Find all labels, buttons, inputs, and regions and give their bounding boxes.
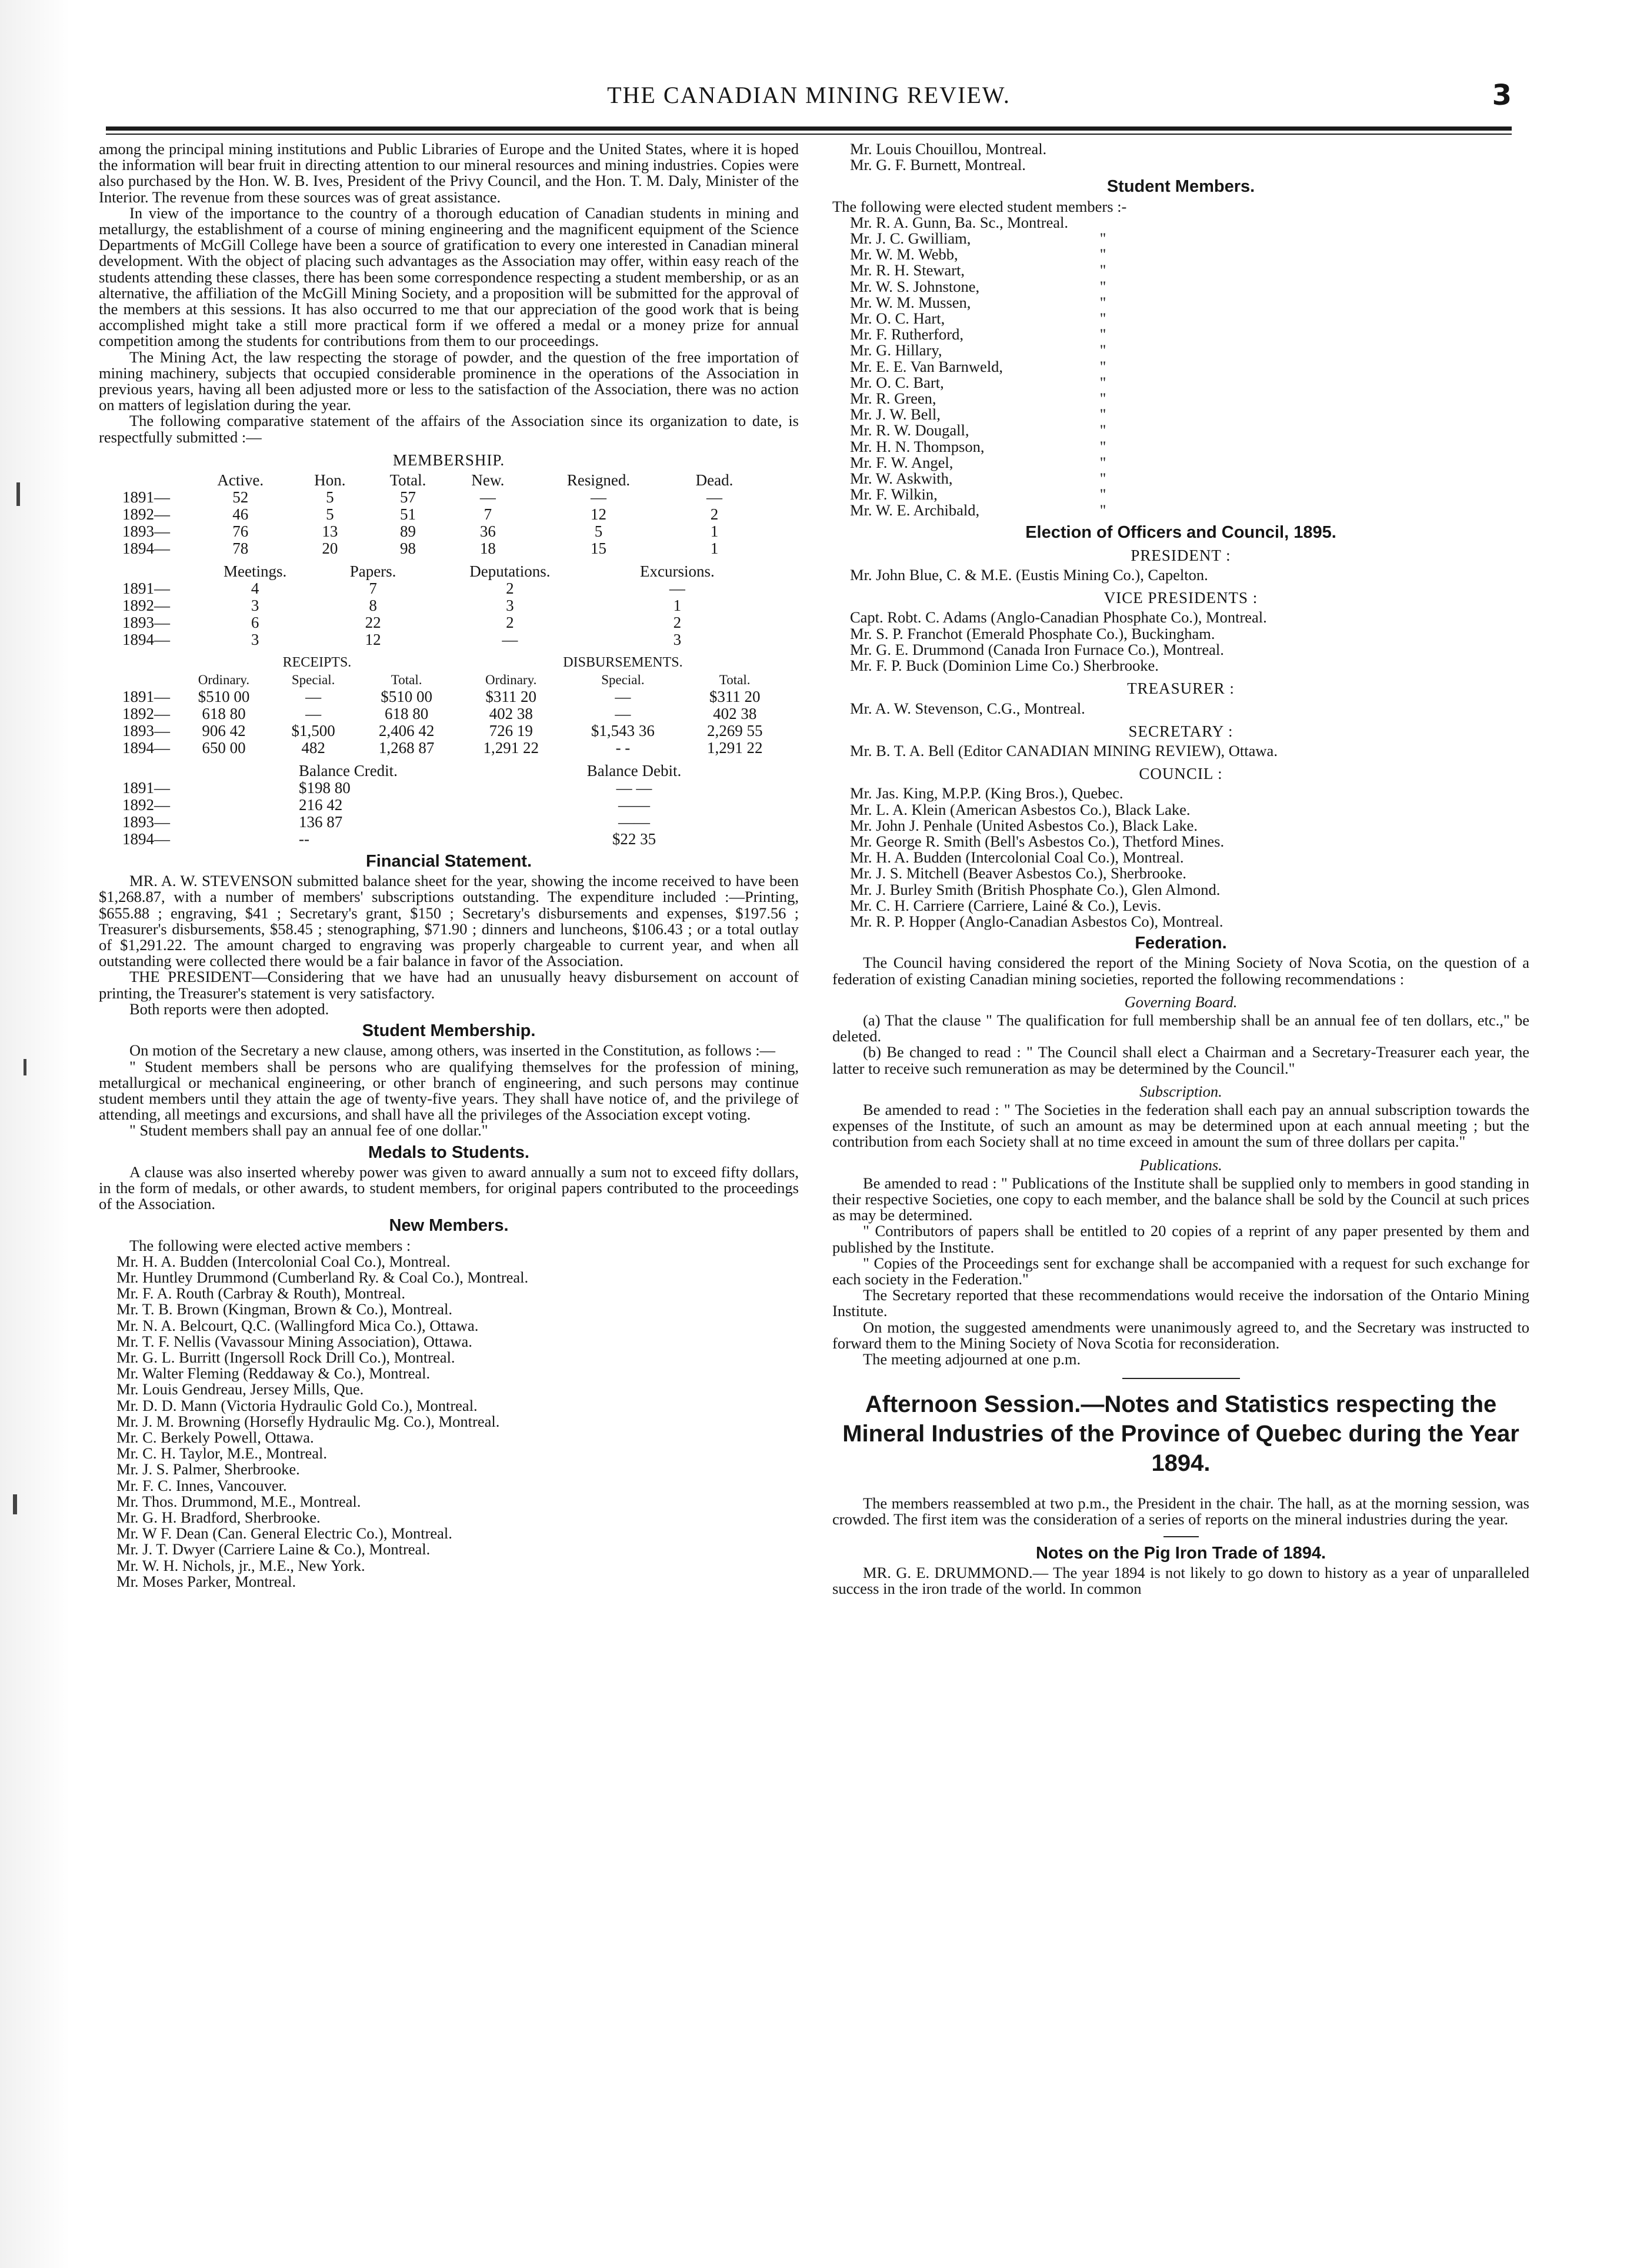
ditto-mark: " [1099, 277, 1106, 295]
table-cell: 3 [673, 631, 682, 649]
list-item: Mr. Louis Chouillou, Montreal. [850, 140, 1047, 158]
list-item: Mr. R. A. Gunn, Ba. Sc., Montreal. [850, 213, 1068, 231]
table-cell: 3 [251, 631, 259, 649]
list-item: Mr. B. T. A. Bell (Editor CANADIAN MINING REVIEW), Ottawa. [850, 741, 1278, 760]
table-row [122, 631, 758, 648]
table-cell: — [305, 705, 322, 723]
list-item: Mr. L. A. Klein (American Asbestos Co.), Black Lake. [850, 800, 1191, 818]
table-cell: - - [615, 739, 631, 757]
office-label: SECRETARY : [1128, 722, 1233, 740]
table-header: Meetings. [223, 562, 287, 581]
table-cell: 4 [251, 580, 259, 598]
list-item: Mr. R. P. Hopper (Anglo-Canadian Asbestos Co), Montreal. [850, 912, 1223, 930]
table-cell: $311 20 [709, 688, 761, 706]
list-item: Mr. J. Burley Smith (British Phosphate Co.), Glen Almond. [850, 880, 1221, 898]
list-item: Mr. George R. Smith (Bell's Asbestos Co.), Thetford Mines. [850, 832, 1225, 850]
scan-speck [13, 1494, 17, 1514]
table-cell: 136 87 [299, 813, 343, 831]
table-cell: 402 38 [713, 705, 757, 723]
table-cell: -- [299, 830, 309, 848]
table-row [122, 580, 758, 597]
table-header: Total. [719, 672, 751, 688]
ditto-mark: " [1099, 437, 1106, 455]
table-cell: 1891— [122, 488, 170, 507]
table-cell: 5 [594, 522, 603, 541]
table-header-row [122, 472, 758, 489]
subsection-heading: Subscription. [1139, 1082, 1222, 1100]
table-cell: 15 [590, 539, 606, 558]
table-cell: $510 00 [198, 688, 250, 706]
list-item [850, 262, 1529, 278]
list-item [850, 342, 1529, 358]
table-cell: 1893— [122, 813, 170, 831]
list-item [850, 455, 1529, 471]
table-header: Hon. [314, 471, 346, 489]
table-header: Total. [391, 672, 422, 688]
table-cell: — [615, 688, 631, 706]
table-cell: 1891— [122, 580, 170, 598]
table-header [122, 762, 299, 780]
table-cell: 1892— [122, 796, 170, 814]
table-cell: 3 [251, 597, 259, 615]
ditto-mark: " [1099, 485, 1106, 504]
section-heading: Financial Statement. [365, 852, 532, 871]
table-cell: 57 [400, 488, 416, 507]
table-cell: — [502, 631, 518, 649]
student-members-list [832, 231, 1529, 519]
ditto-mark: " [1099, 405, 1106, 424]
section-heading: Student Members. [1106, 177, 1255, 197]
office-label: TREASURER : [1127, 680, 1235, 698]
table-cell: $510 00 [381, 688, 433, 706]
member-name: Mr. R. H. Stewart, [850, 261, 965, 279]
table-cell: 1893— [122, 614, 170, 632]
table-cell: —— [618, 796, 650, 814]
table-row [122, 506, 758, 523]
table-header: Ordinary. [198, 672, 250, 688]
table-cell: 482 [301, 739, 325, 757]
table-cell: 1892— [122, 597, 170, 615]
paragraph: " Contributors of papers shall be entitled to 20 copies of a reprint of any paper presented by them and published by the Institute. [832, 1222, 1529, 1256]
paragraph: On motion, the suggested amendments were unanimously agreed to, and the Secretary was instructed to forward them to the Mining Society of Nova Scotia for reconsideration. [832, 1318, 1529, 1352]
ditto-mark: " [1099, 501, 1106, 519]
paragraph: MR. G. E. DRUMMOND.— The year 1894 is not likely to go down to history as a year of unparalleled success in the iron trade of the world. In common [832, 1563, 1529, 1598]
ditto-mark: " [1099, 389, 1106, 408]
table-cell: 36 [479, 522, 496, 541]
table-cell: 1894— [122, 631, 170, 649]
ditto-mark: " [1099, 373, 1106, 391]
member-name: Mr. F. Wilkin, [850, 485, 938, 504]
table-cell: 1 [673, 597, 682, 615]
table-cell: — [479, 488, 496, 507]
paragraph: " Copies of the Proceedings sent for exchange shall be accompanied with a request for such exchange for each society in the Federation." [832, 1254, 1529, 1288]
list-item [850, 311, 1529, 327]
ditto-mark: " [1099, 309, 1106, 328]
table-row [122, 831, 758, 848]
list-item [850, 247, 1529, 262]
table-cell: 1894— [122, 830, 170, 848]
ditto-mark: " [1099, 341, 1106, 359]
table-cell: — [305, 688, 322, 706]
list-item: Capt. Robt. C. Adams (Anglo-Canadian Phosphate Co.), Montreal. [850, 608, 1267, 627]
office-label: COUNCIL : [1139, 765, 1223, 783]
list-item: Mr. Walter Fleming (Reddaway & Co.), Montreal. [116, 1364, 431, 1383]
paragraph: The following comparative statement of the affairs of the Association since its organization to date, is respectfully submitted :— [99, 412, 799, 446]
balance-table [122, 762, 758, 848]
table-cell: 1894— [122, 739, 170, 757]
list-item [850, 407, 1529, 422]
paragraph: The following were elected active members : [129, 1236, 411, 1254]
paragraph: On motion of the Secretary a new clause, among others, was inserted in the Constitution, as follows :— [129, 1041, 776, 1060]
ditto-mark: " [1099, 261, 1106, 279]
table-cell: 78 [232, 539, 249, 558]
list-item: Mr. H. A. Budden (Intercolonial Coal Co.), Montreal. [850, 848, 1184, 867]
section-heading: Election of Officers and Council, 1895. [1025, 522, 1336, 542]
ditto-mark: " [1099, 325, 1106, 344]
table-cell: —— [618, 813, 650, 831]
list-item: Mr. F. P. Buck (Dominion Lime Co.) Sherbrooke. [850, 657, 1159, 675]
list-item [850, 295, 1529, 311]
section-heading: Notes on the Pig Iron Trade of 1894. [1035, 1543, 1326, 1563]
list-item: Mr. C. H. Taylor, M.E., Montreal. [116, 1444, 327, 1463]
member-name: Mr. G. Hillary, [850, 341, 942, 359]
new-members-list [99, 1254, 799, 1590]
list-item: Mr. D. D. Mann (Victoria Hydraulic Gold Co.), Montreal. [116, 1396, 478, 1414]
ditto-mark: " [1099, 453, 1106, 471]
table-cell: 1893— [122, 722, 170, 740]
list-item: Mr. Thos. Drummond, M.E., Montreal. [116, 1492, 361, 1510]
table-cell: 2 [710, 505, 719, 524]
table-cell: 89 [400, 522, 416, 541]
member-name: Mr. E. E. Van Barnweld, [850, 357, 1003, 375]
table-cell: 726 19 [489, 722, 533, 740]
section-heading: Federation. [1135, 934, 1227, 953]
table-cell: 1,268 87 [378, 739, 435, 757]
member-name: Mr. W. Askwith, [850, 469, 953, 488]
right-column [832, 141, 1529, 1597]
list-item: Mr. G. H. Bradford, Sherbrooke. [116, 1508, 321, 1526]
table-header: Balance Credit. [299, 762, 398, 780]
paragraph: The meeting adjourned at one p.m. [863, 1350, 1081, 1368]
table-cell: 1,291 22 [706, 739, 763, 757]
list-item: Mr. J. M. Browning (Horsefly Hydraulic Mg. Co.), Montreal. [116, 1412, 500, 1430]
list-item [850, 471, 1529, 487]
table-header: Balance Debit. [586, 762, 682, 780]
table-cell: 1 [710, 522, 719, 541]
table-cell: 402 38 [489, 705, 533, 723]
section-heading: New Members. [389, 1216, 509, 1235]
ditto-mark: " [1099, 421, 1106, 439]
office-label: PRESIDENT : [1131, 546, 1231, 564]
table-header [122, 563, 187, 580]
table-cell: $22 35 [612, 830, 656, 848]
ditto-mark: " [1099, 469, 1106, 488]
member-name: Mr. W. E. Archibald, [850, 501, 980, 519]
paragraph: THE PRESIDENT—Considering that we have had an unusually heavy disbursement on account of printing, the Treasurer's statement is very satisfactory. [99, 968, 799, 1002]
list-item: Mr. H. A. Budden (Intercolonial Coal Co.), Montreal. [116, 1252, 451, 1270]
table-cell [122, 654, 175, 671]
paragraph: Be amended to read : " The Societies in the federation shall each pay an annual subscription towards the expenses of the Institute, of such an amount as may be determined upon at each annual meeting ; but the contribution from each Society shall at no time exceed in amount the sum of three dollars per capita." [832, 1100, 1529, 1151]
membership-title: MEMBERSHIP. [392, 451, 505, 469]
list-item: Mr. W. H. Nichols, jr., M.E., New York. [116, 1556, 365, 1574]
table-row [122, 489, 758, 506]
table-cell: 7 [369, 580, 377, 598]
paragraph: Both reports were then adopted. [129, 1000, 329, 1018]
table-cell: — [615, 705, 631, 723]
table-cell: 5 [326, 505, 334, 524]
paragraph: among the principal mining institutions and Public Libraries of Europe and the United States, where it is hoped the information will bear fruit in directing attention to our mineral resources and mining industries. Copies were also purchased by the Hon. W. B. Ives, President of the Privy Council, and the Hon. T. M. Daly, Minister of the Interior. The revenue from these sources was of great assistance. [99, 140, 799, 206]
table-header: Active. [217, 471, 264, 489]
table-header: Special. [291, 672, 335, 688]
scan-edge-shadow [0, 0, 71, 2268]
session-heading: Afternoon Session.—Notes and Statistics respecting the Mineral Industries of the Province of Quebec during the Year 1894. [842, 1391, 1519, 1477]
disbursements-title: DISBURSEMENTS. [563, 655, 683, 671]
table-cell: 2,406 42 [378, 722, 435, 740]
table-cell: 8 [369, 597, 377, 615]
list-item: Mr. F. C. Innes, Vancouver. [116, 1476, 287, 1494]
table-cell: 5 [326, 488, 334, 507]
table-cell: 2 [506, 580, 514, 598]
table-cell: 1891— [122, 779, 170, 797]
ditto-mark: " [1099, 357, 1106, 375]
list-item: Mr. C. Berkely Powell, Ottawa. [116, 1428, 314, 1446]
table-cell: 12 [590, 505, 606, 524]
page-header [106, 81, 1512, 122]
list-item: Mr. A. W. Stevenson, C.G., Montreal. [850, 699, 1085, 717]
ditto-mark: " [1099, 229, 1106, 248]
table-cell: 2 [506, 614, 514, 632]
table-cell: 1892— [122, 505, 170, 524]
scan-speck [24, 1059, 26, 1075]
table-row [122, 597, 758, 614]
table-header: Excursions. [640, 562, 715, 581]
member-name: Mr. O. C. Bart, [850, 373, 944, 391]
list-item: Mr. S. P. Franchot (Emerald Phosphate Co.), Buckingham. [850, 624, 1215, 642]
ditto-mark: " [1099, 293, 1106, 311]
subsection-heading: Publications. [1139, 1155, 1222, 1174]
member-name: Mr. W. M. Webb, [850, 245, 958, 264]
table-group-row [122, 654, 787, 671]
list-item [850, 279, 1529, 295]
table-row [122, 688, 787, 705]
left-column [99, 141, 799, 1590]
table-cell: 6 [251, 614, 259, 632]
table-cell: 650 00 [202, 739, 246, 757]
table-cell: $311 20 [485, 688, 537, 706]
list-item: Mr. J. T. Dwyer (Carriere Laine & Co.), Montreal. [116, 1540, 431, 1558]
table-cell: 1893— [122, 522, 170, 541]
membership-table [122, 472, 758, 557]
table-cell: 12 [365, 631, 381, 649]
list-item: Mr. John Blue, C. & M.E. (Eustis Mining Co.), Capelton. [850, 566, 1208, 584]
receipts-title: RECEIPTS. [282, 655, 352, 671]
list-item: Mr. Jas. King, M.P.P. (King Bros.), Quebec. [850, 784, 1123, 802]
table-cell: — [590, 488, 606, 507]
table-row [122, 540, 758, 557]
member-name: Mr. J. C. Gwilliam, [850, 229, 971, 248]
table-header: New. [471, 471, 505, 489]
section-heading: Student Membership. [362, 1021, 536, 1041]
table-header-row [122, 563, 758, 580]
table-header: Total. [389, 471, 426, 489]
list-item: Mr. J. S. Mitchell (Beaver Asbestos Co.), Sherbrooke. [850, 864, 1186, 882]
paragraph: The Secretary reported that these recommendations would receive the indorsation of the Ontario Mining Institute. [832, 1286, 1529, 1320]
table-header: Dead. [695, 471, 734, 489]
journal-title: THE CANADIAN MINING REVIEW. [607, 82, 1011, 108]
list-item: Mr. T. F. Nellis (Vavassour Mining Association), Ottawa. [116, 1332, 472, 1350]
list-item: Mr. N. A. Belcourt, Q.C. (Wallingford Mica Co.), Ottawa. [116, 1316, 479, 1334]
table-header: Ordinary. [485, 672, 537, 688]
table-cell: 51 [400, 505, 416, 524]
page-number: 3 [1492, 79, 1512, 112]
member-name: Mr. R. W. Dougall, [850, 421, 969, 439]
finance-table [122, 654, 787, 757]
table-header: Resigned. [566, 471, 631, 489]
header-rule-thin [106, 134, 1512, 135]
list-item [850, 391, 1529, 407]
section-divider [1122, 1378, 1240, 1379]
table-cell: 216 42 [299, 796, 343, 814]
list-item [850, 439, 1529, 455]
office-label: VICE PRESIDENTS : [1103, 589, 1258, 607]
paragraph: The Mining Act, the law respecting the storage of powder, and the question of the free importation of mining machinery, subjects that occupied considerable prominence in the operations of the Association in previous years, having all been adjusted more or less to the satisfaction of the Association, there was no action on matters of legislation during the year. [99, 348, 799, 414]
table-cell: 1,291 22 [483, 739, 539, 757]
table-cell: — [706, 488, 723, 507]
table-header: Deputations. [469, 562, 551, 581]
list-item: Mr. John J. Penhale (United Asbestos Co.), Black Lake. [850, 816, 1198, 834]
list-item: Mr. T. B. Brown (Kingman, Brown & Co.), Montreal. [116, 1300, 452, 1318]
member-name: Mr. W. M. Mussen, [850, 293, 971, 311]
scan-speck [16, 482, 20, 506]
member-name: Mr. R. Green, [850, 389, 936, 408]
table-cell: 20 [322, 539, 338, 558]
member-name: Mr. W. S. Johnstone, [850, 277, 980, 295]
table-cell: 3 [506, 597, 514, 615]
member-name: Mr. F. W. Angel, [850, 453, 953, 471]
table-cell: 1891— [122, 688, 170, 706]
list-item: Mr. Moses Parker, Montreal. [116, 1572, 296, 1590]
list-item: Mr. Louis Gendreau, Jersey Mills, Que. [116, 1380, 364, 1398]
table-cell: 2,269 55 [706, 722, 763, 740]
table-header: Papers. [349, 562, 396, 581]
table-cell: 1 [710, 539, 719, 558]
table-cell: 76 [232, 522, 249, 541]
table-cell: 1894— [122, 539, 170, 558]
table-row [122, 740, 787, 757]
table-row [122, 705, 787, 722]
table-header [122, 671, 175, 688]
paragraph: In view of the importance to the country of a thorough education of Canadian students in mining and metallurgy, the establishment of a course of mining engineering and the magnificent equipment of the Science Departments of McGill College have been a source of gratification to every one interested in Canadian mineral development. With the object of placing such advantages as the Association may offer, within easy reach of the students attending these classes, there has been some correspondence respecting a student membership, or as an alternative, the affiliation of the McGill Mining Society, and a proposition will be submitted for the approval of the members at this sessions. It has also occurred to me that our appreciation of the good work that is being accomplished might take a still more practical form if we offered a medal or a money prize for annual competition among the students for contributions from them to our proceedings. [99, 204, 799, 350]
table-cell: 618 80 [385, 705, 429, 723]
meetings-table [122, 563, 758, 648]
member-name: Mr. O. C. Hart, [850, 309, 945, 328]
member-name: Mr. H. N. Thompson, [850, 437, 985, 455]
list-item: Mr. G. L. Burritt (Ingersoll Rock Drill Co.), Montreal. [116, 1348, 455, 1366]
list-item: Mr. G. E. Drummond (Canada Iron Furnace Co.), Montreal. [850, 640, 1224, 658]
table-header-row [122, 671, 787, 688]
list-item [850, 487, 1529, 502]
list-item [850, 231, 1529, 247]
table-row [122, 614, 758, 631]
list-item: Mr. C. H. Carriere (Carriere, Lainé & Co.), Levis. [850, 896, 1162, 914]
list-item [850, 502, 1529, 518]
paragraph: " Student members shall be persons who are qualifying themselves for the profession of mining, metallurgical or mechanical engineering, or other branch of engineering, and such persons may continue student members until they attain the age of twenty-five years. They shall have notice of, and the privilege of attending, all meetings and excursions, and shall have all the privileges of the Association except voting. [99, 1057, 799, 1124]
list-item [850, 327, 1529, 342]
table-cell: 618 80 [202, 705, 246, 723]
list-item [850, 422, 1529, 438]
table-cell: 2 [673, 614, 682, 632]
paragraph: Be amended to read : " Publications of the Institute shall be supplied only to members in good standing in their respective Societies, one copy to each member, and the balance shall be sold by the Council at such prices as may be determined. [832, 1174, 1529, 1224]
table-cell: 98 [400, 539, 416, 558]
table-cell: 18 [479, 539, 496, 558]
paragraph: The Council having considered the report of the Mining Society of Nova Scotia, on the question of a federation of existing Canadian mining societies, reported the following recommendations : [832, 954, 1529, 988]
paragraph: The members reassembled at two p.m., the President in the chair. The hall, as at the morning session, was crowded. The first item was the consideration of a series of reports on the mineral industries during the year. [832, 1494, 1529, 1528]
table-cell: $198 80 [299, 779, 351, 797]
table-row [122, 780, 758, 797]
table-cell: 7 [484, 505, 492, 524]
paragraph: MR. A. W. STEVENSON submitted balance sheet for the year, showing the income received to have been $1,268.87, with a number of members' subscriptions outstanding. The expenditure included :—Printing, $655.88 ; engraving, $41 ; Secretary's grant, $150 ; Secretary's disbursements and expenses, $197.56 ; Treasurer's disbursements, $58.45 ; stenographing, $71.90 ; dinners and luncheons, $106.43 ; or a total outlay of $1,291.22. The amount charged to engraving was properly chargeable to current year, and when all outstanding were collected there would be a fair balance in favor of the Association. [99, 872, 799, 970]
table-row [122, 814, 758, 831]
list-item [850, 375, 1529, 391]
table-cell: 22 [365, 614, 381, 632]
section-divider [1163, 1536, 1199, 1537]
table-row [122, 523, 758, 540]
member-name: Mr. J. W. Bell, [850, 405, 941, 424]
subsection-heading: Governing Board. [1124, 993, 1238, 1011]
table-cell: $1,500 [291, 722, 335, 740]
table-cell: — [669, 580, 685, 598]
table-row [122, 722, 787, 740]
table-cell: 906 42 [202, 722, 246, 740]
list-item: Mr. G. F. Burnett, Montreal. [850, 156, 1026, 174]
list-item: Mr. F. A. Routh (Carbray & Routh), Montreal. [116, 1284, 406, 1303]
paragraph: (b) Be changed to read : " The Council shall elect a Chairman and a Secretary-Treasurer each year, the latter to receive such remuneration as may be determined by the Council." [832, 1043, 1529, 1077]
table-cell: $1,543 36 [591, 722, 655, 740]
table-header [122, 472, 187, 489]
paragraph: (a) That the clause " The qualification for full membership shall be an annual fee of ten dollars, etc.," be deleted. [832, 1011, 1529, 1045]
table-cell: — — [616, 779, 652, 797]
paragraph: " Student members shall pay an annual fee of one dollar." [129, 1121, 488, 1140]
list-item: Mr. J. S. Palmer, Sherbrooke. [116, 1460, 300, 1478]
paragraph: The following were elected student members :- [832, 197, 1127, 215]
table-cell: 46 [232, 505, 249, 524]
table-row [122, 797, 758, 814]
table-cell: 1892— [122, 705, 170, 723]
list-item: Mr. W F. Dean (Can. General Electric Co.), Montreal. [116, 1524, 452, 1543]
table-header-row [122, 762, 758, 780]
table-cell: 13 [322, 522, 338, 541]
table-header: Special. [601, 672, 645, 688]
paragraph: A clause was also inserted whereby power was given to award annually a sum not to exceed fifty dollars, in the form of medals, or other awards, to student members, for original papers contributed to the proceedings of the Association. [99, 1163, 799, 1213]
ditto-mark: " [1099, 245, 1106, 264]
member-name: Mr. F. Rutherford, [850, 325, 963, 344]
list-item [850, 359, 1529, 375]
section-heading: Medals to Students. [368, 1143, 529, 1162]
list-item: Mr. Huntley Drummond (Cumberland Ry. & Coal Co.), Montreal. [116, 1268, 529, 1286]
header-rule [106, 126, 1512, 131]
table-cell: 52 [232, 488, 249, 507]
